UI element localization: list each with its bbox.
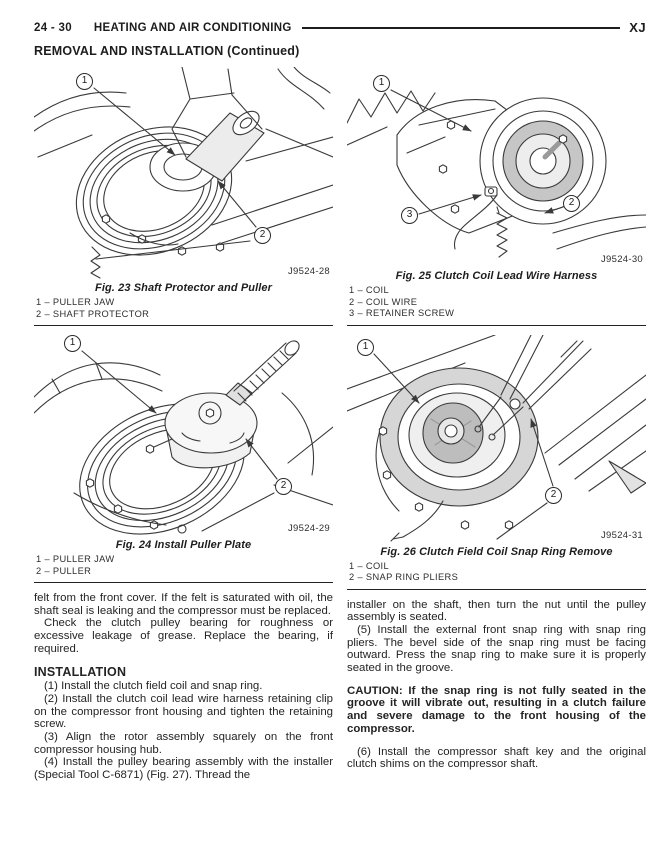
- step-2: (2) Install the clutch coil lead wire harness retaining clip on the compressor front housing and tighten the retaining screw.: [34, 692, 333, 731]
- fig23-callout-1: 1: [76, 73, 93, 90]
- fig24-legend: [34, 554, 333, 577]
- fig24-callout-1: 1: [64, 335, 81, 352]
- fig24-caption: Fig. 24 Install Puller Plate: [115, 539, 252, 551]
- installation-heading: INSTALLATION: [34, 664, 127, 679]
- fig25-clutch-coil-illustration: [347, 67, 646, 267]
- left-column-text: [34, 592, 333, 782]
- legend-item: 1 – PULLER JAW: [36, 297, 115, 307]
- caution-paragraph: CAUTION: If the snap ring is not fully seated in the groove it will vibrate out, resulting in a clutch failure and severe damage to the front housing of the compressor.: [347, 684, 646, 735]
- header-rule: [302, 27, 621, 29]
- fig26-snap-ring-illustration: [347, 335, 646, 543]
- fig23-caption: Fig. 23 Shaft Protector and Puller: [95, 282, 272, 294]
- fig24-callout-2: 2: [275, 478, 292, 495]
- fig23-figure-code: J9524-28: [287, 266, 330, 277]
- right-column-text: [347, 599, 646, 771]
- fig25-callout-1: 1: [373, 75, 390, 92]
- page-header: [34, 20, 646, 35]
- model-code: XJ: [629, 20, 646, 35]
- page-number: 24 - 30: [34, 21, 72, 34]
- figure-26-block: [347, 335, 646, 590]
- page-content: [34, 67, 646, 782]
- fig23-legend: [34, 297, 333, 320]
- subsection-title: REMOVAL AND INSTALLATION (Continued): [34, 44, 300, 58]
- right-column: [347, 67, 646, 782]
- step-4: (4) Install the pulley bearing assembly with the installer (Special Tool C-6871) (Fig. 27). Thread the: [34, 756, 333, 782]
- figure-23-art: [34, 67, 333, 279]
- legend-item: 1 – COIL: [349, 285, 390, 295]
- figure-24-art: [34, 335, 333, 536]
- figure-24-block: [34, 335, 333, 583]
- body-paragraph: Check the clutch pulley bearing for roughness or excessive leakage of grease. Replace the bearing, if required.: [34, 617, 333, 655]
- fig25-figure-code: J9524-30: [600, 254, 643, 265]
- fig25-callout-2: 2: [563, 195, 580, 212]
- figure-23-block: [34, 67, 333, 326]
- fig25-legend: [347, 285, 646, 320]
- fig24-figure-code: J9524-29: [287, 523, 330, 534]
- step-1: (1) Install the clutch field coil and snap ring.: [44, 680, 263, 693]
- fig26-caption: Fig. 26 Clutch Field Coil Snap Ring Remove: [380, 545, 613, 558]
- fig25-callout-3: 3: [401, 207, 418, 224]
- fig26-legend: [347, 561, 646, 584]
- left-column: [34, 67, 333, 782]
- fig26-callout-1: 1: [357, 339, 374, 356]
- figure-divider-rule: [34, 582, 333, 583]
- legend-item: 2 – SHAFT PROTECTOR: [36, 308, 150, 319]
- figure-26-art: [347, 335, 646, 543]
- fig25-caption: Fig. 25 Clutch Coil Lead Wire Harness: [395, 270, 598, 282]
- figure-25-art: [347, 67, 646, 267]
- figure-divider-rule: [347, 589, 646, 590]
- legend-item: 3 – RETAINER SCREW: [349, 308, 455, 318]
- step-6: (6) Install the compressor shaft key and the original clutch shims on the compressor shaft.: [347, 745, 646, 771]
- body-paragraph: installer on the shaft, then turn the nut until the pulley assembly is seated.: [347, 598, 646, 624]
- figure-25-block: [347, 67, 646, 326]
- step-3: (3) Align the rotor assembly squarely on the front compressor housing hub.: [34, 731, 333, 756]
- fig23-callout-2: 2: [254, 227, 271, 244]
- legend-item: 2 – COIL WIRE: [349, 296, 418, 307]
- figure-divider-rule: [347, 325, 646, 326]
- fig24-puller-plate-illustration: [34, 335, 333, 536]
- legend-item: 1 – PULLER JAW: [36, 554, 115, 564]
- legend-item: 2 – PULLER: [36, 565, 92, 576]
- fig26-figure-code: J9524-31: [600, 529, 643, 541]
- fig26-callout-2: 2: [545, 487, 562, 504]
- body-paragraph: felt from the front cover. If the felt is saturated with oil, the shaft seal is leaking and the compressor must be replaced.: [34, 592, 333, 617]
- fig23-shaft-protector-illustration: [34, 67, 333, 279]
- legend-item: 1 – COIL: [349, 560, 390, 571]
- step-5: (5) Install the external front snap ring with snap ring pliers. The bevel side of the snap ring must be facing outward. Press the snap ring to make sure it is properly seated in the groove.: [347, 623, 646, 675]
- section-title: HEATING AND AIR CONDITIONING: [93, 21, 292, 34]
- figure-divider-rule: [34, 325, 333, 326]
- legend-item: 2 – SNAP RING PLIERS: [349, 572, 459, 582]
